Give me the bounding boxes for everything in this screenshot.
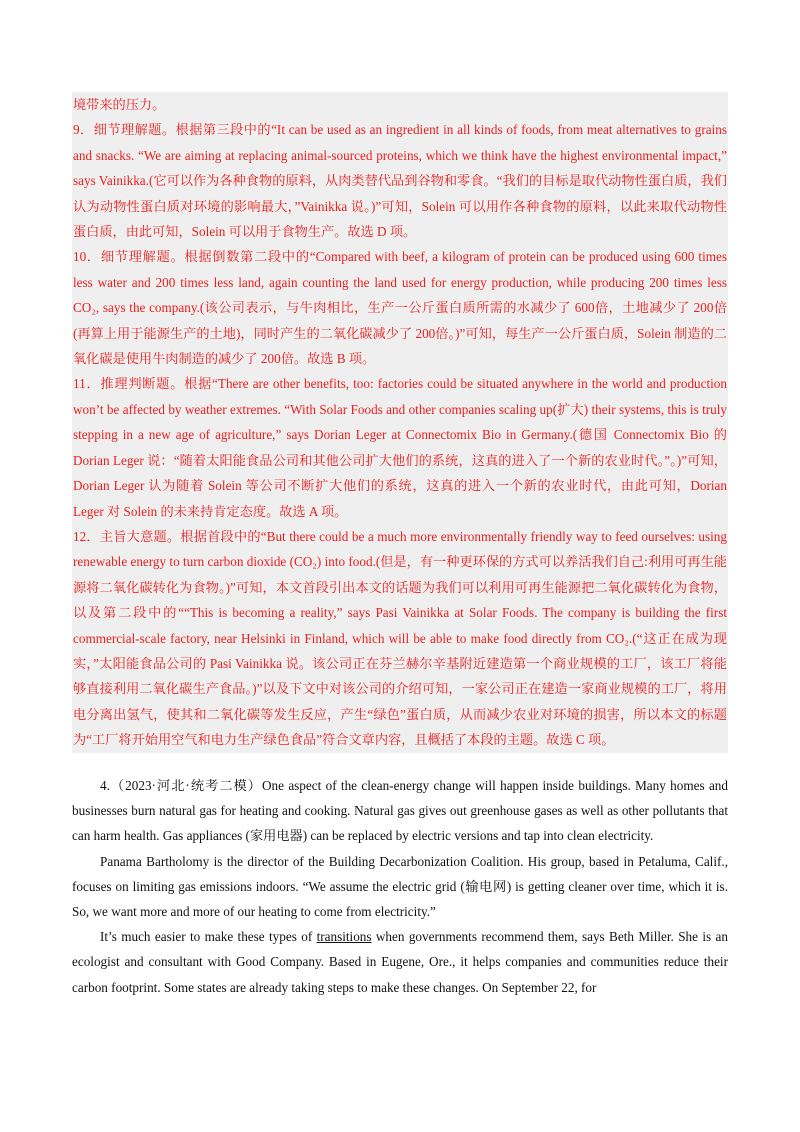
- answer-10: 10．细节理解题。根据倒数第二段中的“Compared with beef, a kilogram of protein can be produced using 600 times less water and 200 times less land, again counting the land used for energy production, while producing 200 times less CO₂, says the company.(该公司表示，与牛肉相比，生产一公斤蛋白质所需的水减少了 600倍，土地减少了 200倍(再算上用于能源生产的土地)，同时产生的二氧化碳减少了 200倍。)”可知，每生产一公斤蛋白质，Solein 制造的二氧化碳是使用牛肉制造的减少了 200倍。故选 B 项。: [73, 249, 727, 367]
- answer-9: 9．细节理解题。根据第三段中的“It can be used as an ingredient in all kinds of foods, from meat alternatives to grains and snacks. “We are aiming at replacing animal-sourced proteins, which we think have the highest environmental impact,” says Vainikka.(它可以作为各种食物的原料，从肉类替代品到谷物和零食。“我们的目标是取代动物性蛋白质，我们认为动物性蛋白质对环境的影响最大，”Vainikka 说。)”可知，Solein 可以用作各种食物的原料，以此来取代动物性蛋白质，由此可知，Solein 可以用于食物生产。故选 D 项。: [73, 122, 727, 240]
- passage-paragraph-1: 4.（2023·河北·统考二模）One aspect of the clean-energy change will happen inside buildings. Many homes and businesses burn natural gas for heating and cooking. Natural gas gives out greenhouse gases as well as other pollutants that can harm health. Gas appliances (家用电器) can be replaced by electric versions and tap into clean electricity.: [72, 778, 728, 844]
- reading-passage-4: [72, 773, 728, 1000]
- answer-11: 11．推理判断题。根据“There are other benefits, too: factories could be situated anywhere in the world and production won’t be affected by weather extremes. “With Solar Foods and other companies scaling up(扩大) their systems, this is truly stepping in a new age of agriculture,” says Dorian Leger at Connectomix Bio in Germany.(德国 Connectomix Bio 的 Dorian Leger 说：“随着太阳能食品公司和其他公司扩大他们的系统，这真的进入了一个新的农业时代。”。)”可知，Dorian Leger 认为随着 Solein 等公司不断扩大他们的系统，这真的进入一个新的农业时代，由此可知，Dorian Leger 对 Solein 的未来持肯定态度。故选 A 项。: [73, 376, 727, 519]
- paragraph-3-text-start: It’s much easier to make these types of: [100, 929, 317, 945]
- paragraph-3-text-end: when governments recommend them, says Beth Miller. She is an ecologist and consultant with Good Company. Based in Eugene, Ore., it helps companies and communities reduce their carbon footprint. Some states are already taking steps to make these changes. On September 22, for: [72, 929, 728, 995]
- answer-explanations: [72, 92, 728, 753]
- passage-paragraph-3: [72, 924, 728, 1000]
- passage-paragraph-2: Panama Bartholomy is the director of the Building Decarbonization Coalition. His group, based in Petaluma, Calif., focuses on limiting gas emissions indoors. “We assume the electric grid (输电网) is getting cleaner over time, which it is. So, we want more and more of our heating to come from electricity.”: [72, 853, 728, 920]
- answer-12: 12．主旨大意题。根据首段中的“But there could be a much more environmentally friendly way to feed ourselves: using renewable energy to turn carbon dioxide (CO₂) into food.(但是，有一种更环保的方式可以养活我们自己:利用可再生能源将二氧化碳转化为食物。)”可知，本文首段引出本文的话题为我们可以利用可再生能源把二氧化碳转化为食物，以及第二段中的““This is becoming a reality,” says Pasi Vainikka at Solar Foods. The company is building the first commercial-scale factory, near Helsinki in Finland, which will be able to make food directly from CO₂.(“这正在成为现实，”太阳能食品公司的 Pasi Vainikka 说。该公司正在芬兰赫尔辛基附近建造第一个商业规模的工厂，该工厂将能够直接利用二氧化碳生产食品。)”以及下文中对该公司的介绍可知，一家公司正在建造一家商业规模的工厂，将用电分离出氢气，使其和二氧化碳等发生反应，产生“绿色”蛋白质，从而减少农业对环境的损害，所以本文的标题为“工厂将开始用空气和电力生产绿色食品”符合文章内容，且概括了本段的主题。故选 C 项。: [73, 528, 727, 748]
- underlined-word-transitions: transitions: [316, 929, 372, 945]
- answer-line-continuation: 境带来的压力。: [73, 97, 166, 112]
